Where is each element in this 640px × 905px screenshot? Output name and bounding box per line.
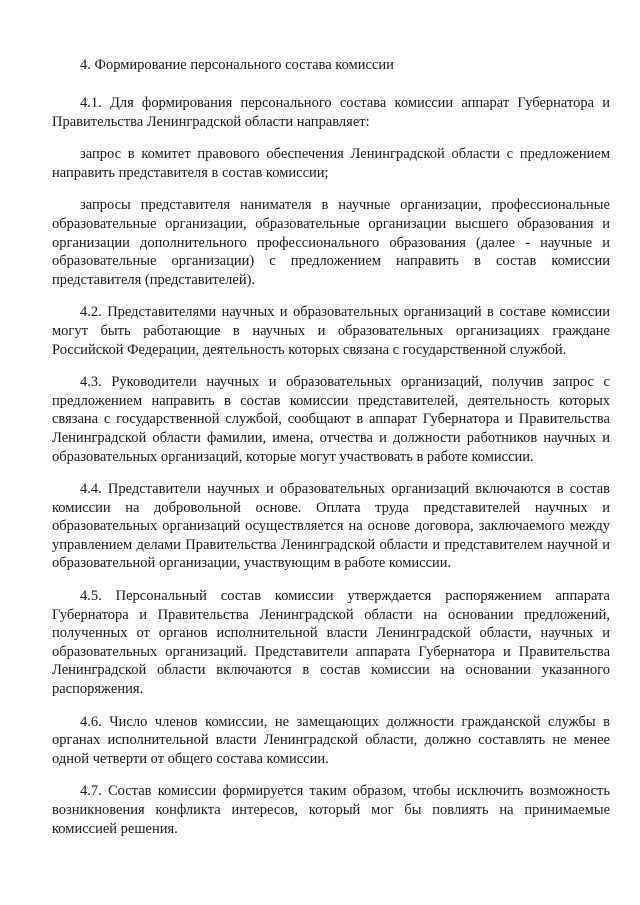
paragraph-requests-organizations: запросы представителя нанимателя в научные организации, профессиональные образовательные организации, образовательные организации высшего образования и организации дополнительного профессионального образования (далее - научные и образовательные организации) с предложением направить в состав комиссии представителя (представителей). [52,197,610,288]
paragraph-4-2: 4.2. Представителями научных и образовательных организаций в составе комиссии могут быть работающие в научных и образовательных организациях граждане Российской Федерации, деятельность которых связана с государственной службой. [52,304,610,358]
section-heading: 4. Формирование персонального состава комиссии [80,57,394,73]
paragraph-request-legal-committee: запрос в комитет правового обеспечения Ленинградской области с предложением направить представителя в состав комиссии; [52,146,610,181]
paragraph-4-1: 4.1. Для формирования персонального состава комиссии аппарат Губернатора и Правительства Ленинградской области направляет: [52,95,610,130]
paragraph-4-4: 4.4. Представители научных и образовательных организаций включаются в состав комиссии на добровольной основе. Оплата труда представителей научных и образовательных организаций осуществляется на основе договора, заключаемого между управлением делами Правительства Ленинградской области и представителем научной и образовательной организации, участвующим в работе комиссии. [52,481,610,572]
paragraph-4-6: 4.6. Число членов комиссии, не замещающих должности гражданской службы в органах исполнительной власти Ленинградской области, должно составлять не менее одной четверти от общего состава комиссии. [52,713,610,767]
paragraph-4-5: 4.5. Персональный состав комиссии утверждается распоряжением аппарата Губернатора и Правительства Ленинградской области на основании предложений, полученных от органов исполнительной власти Ленинградской области, научных и образовательных организаций. Представители аппарата Губернатора и Правительства Ленинградской области включаются в состав комиссии на основании указанного распоряжения. [52,588,610,698]
document-page [52,56,610,852]
paragraph-4-3: 4.3. Руководители научных и образовательных организаций, получив запрос с предложением направить в состав комиссии представителей, деятельность которых связана с государственной службой, сообщают в аппарат Губернатора и Правительства Ленинградской области фамилии, имена, отчества и должности работников научных и образовательных организаций, которые могут участвовать в работе комиссии. [52,374,610,465]
paragraph-4-7: 4.7. Состав комиссии формируется таким образом, чтобы исключить возможность возникновения конфликта интересов, который мог бы повлиять на принимаемые комиссией решения. [52,783,610,837]
